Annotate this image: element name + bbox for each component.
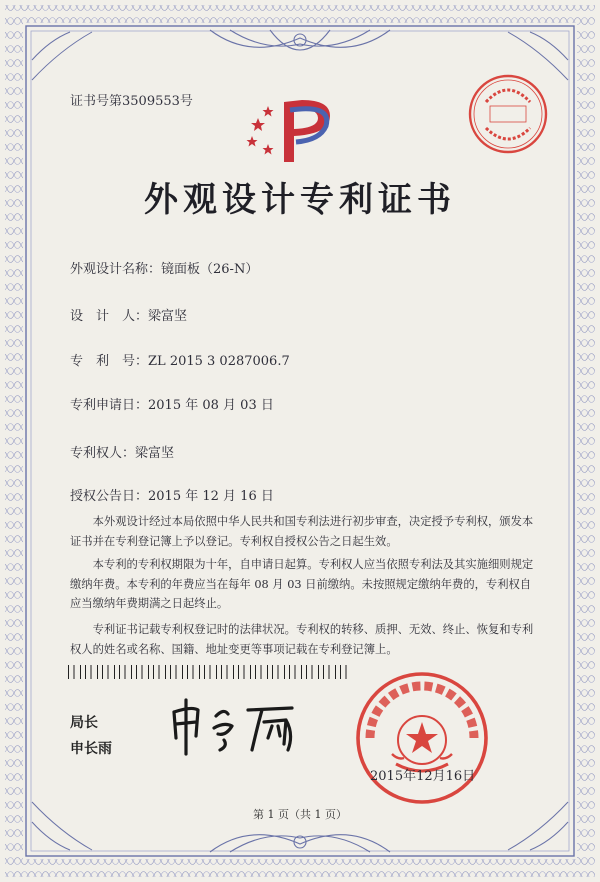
field-application-date xyxy=(70,394,274,413)
field-value: 2015 年 08 月 03 日 xyxy=(148,398,274,413)
field-patentee xyxy=(70,442,174,461)
field-value: 梁富坚 xyxy=(148,309,188,324)
certificate-body xyxy=(70,512,542,663)
field-patent-number xyxy=(70,350,290,369)
body-paragraph: 本专利的专利权期限为十年，自申请日起算。专利权人应当依照专利法及其实施细则规定缴纳年费。本专利的年费应当在每年 08 月 03 日前缴纳。未按照规定缴纳年费的，专利权自应当缴纳年费期满之日起终止。 xyxy=(70,558,534,611)
handwritten-signature-icon xyxy=(168,694,308,758)
sipo-logo-icon xyxy=(244,96,340,168)
director-title: 局长 xyxy=(70,715,98,731)
field-design-name xyxy=(70,258,258,277)
field-label: 专 利 号： xyxy=(70,354,149,369)
body-paragraph: 专利证书记载专利权登记时的法律状况。专利权的转移、质押、无效、终止、恢复和专利权人的姓名或名称、国籍、地址变更等事项记载在专利登记簿上。 xyxy=(70,622,534,656)
field-value: 镜面板（26-N） xyxy=(161,262,259,277)
barcode-icon xyxy=(68,665,350,679)
field-label: 设 计 人： xyxy=(70,309,149,324)
sipo-official-seal-icon xyxy=(352,668,492,808)
body-paragraph: 本外观设计经过本局依照中华人民共和国专利法进行初步审查，决定授予专利权，颁发本证书并在专利登记簿上予以登记。专利权自授权公告之日起生效。 xyxy=(70,515,534,548)
tax-stamp-seal-icon xyxy=(466,72,550,156)
field-value: ZL 2015 3 0287006.7 xyxy=(148,354,290,369)
page-footer: 第 1 页（共 1 页） xyxy=(253,808,347,821)
certificate-title: 外观设计专利证书 xyxy=(144,180,456,220)
field-value: 梁富坚 xyxy=(135,446,175,461)
field-label: 专利申请日： xyxy=(70,398,149,413)
field-label: 专利权人： xyxy=(70,446,136,461)
field-designer xyxy=(70,305,187,324)
field-label: 外观设计名称： xyxy=(70,262,162,277)
certificate-number: 证书号第3509553号 xyxy=(70,94,193,109)
field-label: 授权公告日： xyxy=(70,489,149,504)
director-name: 申长雨 xyxy=(70,741,112,757)
field-grant-date xyxy=(70,485,274,504)
issue-date: 2015年12月16日 xyxy=(370,769,476,784)
field-value: 2015 年 12 月 16 日 xyxy=(148,489,274,504)
